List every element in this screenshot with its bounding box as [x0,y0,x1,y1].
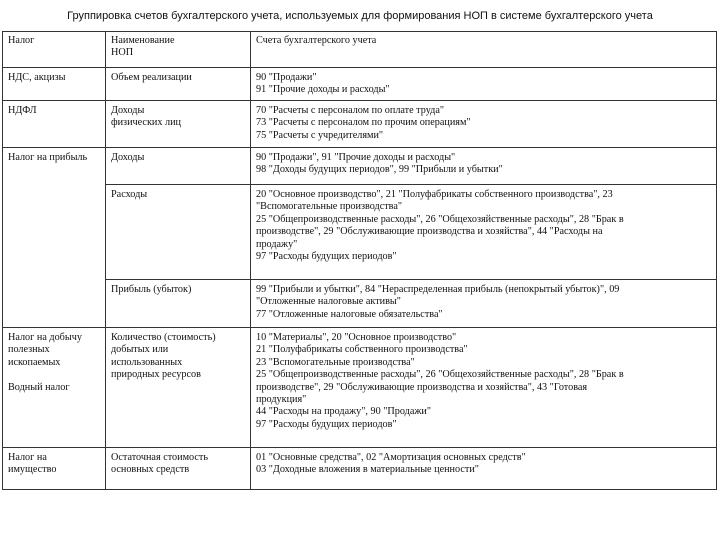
account-line: 75 "Расчеты с учредителями" [256,129,384,141]
tax-name: Водный налог [8,382,70,394]
table-row [3,68,717,101]
account-line: 90 "Продажи", 91 "Прочие доходы и расходы" [256,152,456,163]
tax-cell [3,328,106,448]
header-nop-line: НОП [111,47,134,59]
account-line: 01 "Основные средства", 02 "Амортизация основных средств" [256,452,526,463]
account-line: 23 "Вспомогательные производства" [256,356,415,368]
tax-name: НДС, акцизы [8,72,66,83]
nop-cell [106,280,251,328]
header-row [3,32,717,68]
table-row [3,448,717,490]
account-line: 25 "Общепроизводственные расходы", 26 "Общехозяйственные расходы", 28 "Брак в [256,213,624,225]
nop-name: Остаточная стоимость [111,452,208,463]
nop-name: использованных [111,356,183,368]
accounts-cell [251,448,717,490]
account-line: 97 "Расходы будущих периодов" [256,418,397,430]
accounts-cell [251,185,717,280]
accounts-cell [251,101,717,148]
account-line: продажу" [256,238,298,250]
table-row [3,280,717,328]
accounts-cell [251,148,717,185]
account-line: продукция" [256,394,307,406]
account-line: 99 "Прибыли и убытки", 84 "Нераспределенная прибыль (непокрытый убыток)", 09 [256,284,620,295]
nop-cell [106,448,251,490]
nop-cell [106,185,251,280]
table-row [3,328,717,448]
nop-name: природных ресурсов [111,369,201,381]
tax-cell [3,68,106,101]
nop-name: Объем реализации [111,72,192,83]
header-nop-line: Наименование [111,35,175,46]
tax-name: НДФЛ [8,105,37,116]
spacer [8,369,102,382]
tax-cell [3,448,106,490]
nop-name: основных средств [111,464,190,476]
tax-cell [3,148,106,328]
account-line: 73 "Расчеты с персоналом по прочим операциям" [256,117,471,129]
nop-name: Доходы [111,105,145,116]
header-nop [106,32,251,68]
tax-name: Налог на добычу [8,332,82,343]
account-line: 03 "Доходные вложения в материальные ценности" [256,464,479,476]
account-line: производстве", 29 "Обслуживающие производства и хозяйства", 43 "Готовая [256,381,588,393]
nop-cell [106,328,251,448]
page-title: Группировка счетов бухгалтерского учета, используемых для формирования НОП в системе бухгалтерского учета [67,10,653,22]
table-row [3,148,717,185]
nop-cell [106,101,251,148]
nop-cell [106,68,251,101]
account-line: 44 "Расходы на продажу", 90 "Продажи" [256,406,432,418]
account-line: 70 "Расчеты с персоналом по оплате труда" [256,105,445,116]
account-line: 21 "Полуфабрикаты собственного производства" [256,344,468,356]
header-tax: Налог [3,32,106,68]
accounts-cell [251,280,717,328]
nop-cell [106,148,251,185]
tax-cell [3,101,106,148]
nop-name: Прибыль (убыток) [111,284,192,295]
accounts-cell [251,68,717,101]
tax-name: Налог на прибыль [8,152,88,163]
account-line: 97 "Расходы будущих периодов" [256,251,397,263]
table-row [3,185,717,280]
tax-name: Налог на [8,452,47,463]
accounts-table [2,31,717,490]
tax-name: имущество [8,464,57,476]
account-line: "Вспомогательные производства" [256,201,403,213]
table-row [3,101,717,148]
tax-name: полезных [8,344,50,356]
header-accounts: Счета бухгалтерского учета [251,32,717,68]
nop-name: Количество (стоимость) [111,332,216,343]
account-line: 90 "Продажи" [256,72,317,83]
account-line: 20 "Основное производство", 21 "Полуфабрикаты собственного производства", 23 [256,189,613,200]
account-line: 25 "Общепроизводственные расходы", 26 "Общехозяйственные расходы", 28 "Брак в [256,369,624,381]
account-line: 77 "Отложенные налоговые обязательства" [256,308,443,320]
nop-name: Расходы [111,189,148,200]
nop-name: добытых или [111,344,169,356]
tax-name: ископаемых [8,356,61,368]
nop-name: физических лиц [111,117,181,129]
account-line: производстве", 29 "Обслуживающие производства и хозяйства", 44 "Расходы на [256,226,603,238]
account-line: 10 "Материалы", 20 "Основное производство" [256,332,457,343]
account-line: 91 "Прочие доходы и расходы" [256,84,390,96]
account-line: 98 "Доходы будущих периодов", 99 "Прибыли и убытки" [256,164,503,176]
account-line: "Отложенные налоговые активы" [256,296,401,308]
nop-name: Доходы [111,152,145,163]
accounts-cell [251,328,717,448]
